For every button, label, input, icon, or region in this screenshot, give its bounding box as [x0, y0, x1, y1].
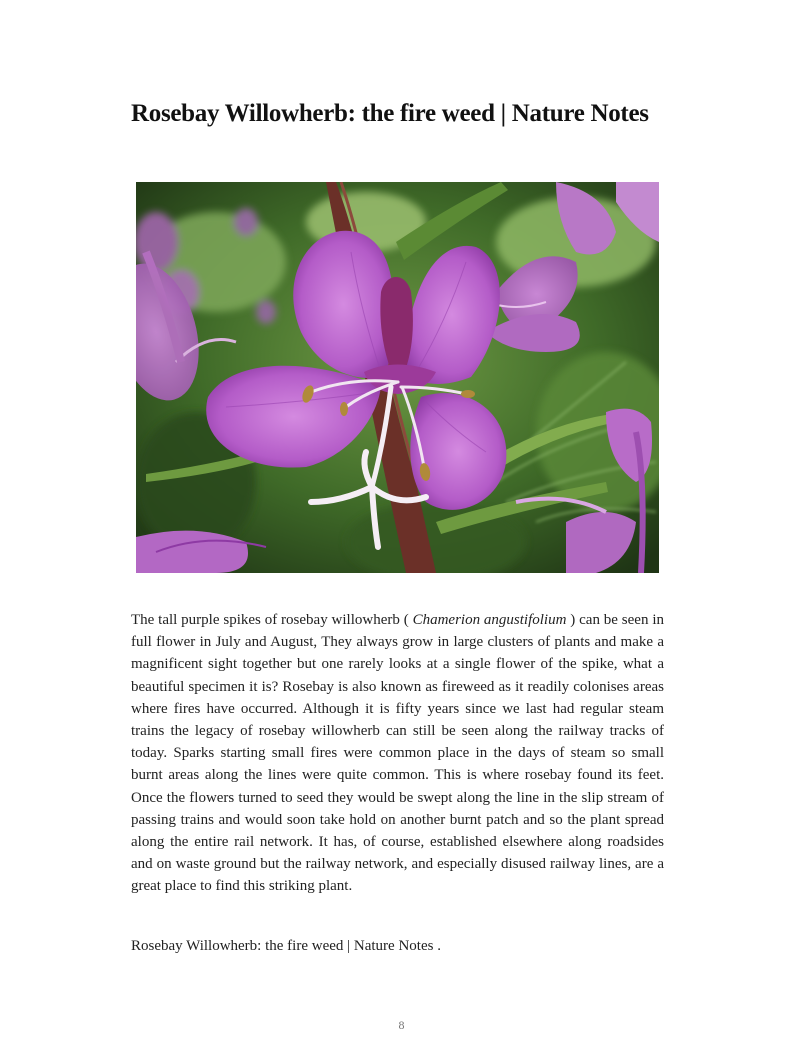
page-title: Rosebay Willowherb: the fire weed | Nature Notes: [131, 100, 649, 127]
flower-photo: [136, 182, 659, 573]
source-link-line[interactable]: Rosebay Willowherb: the fire weed | Nature Notes .: [131, 938, 441, 954]
flower-illustration: [136, 182, 659, 573]
species-name: Chamerion angustifolium: [412, 612, 567, 628]
page-number: 8: [398, 1018, 405, 1032]
article-body: [131, 609, 664, 898]
body-intro-text: The tall purple spikes of rosebay willowherb (: [131, 612, 413, 628]
body-main-text: ) can be seen in full flower in July and August, They always grow in large clusters of plants and make a magnificent sight together but one rarely looks at a single flower of the spike, what a beautiful specimen it is? Rosebay is also known as fireweed as it readily colonises areas where fires have occurred. Although it is fifty years since we last had regular steam trains the legacy of rosebay willowherb can still be seen along the railway tracks of today. Sparks starting small fires were common place in the days of steam so small burnt areas along the lines were quite common. This is where rosebay found its feet. Once the flowers turned to seed they would be swept along the line in the slip stream of passing trains and would soon take hold on another burnt patch and so the plant spread along the entire rail network. It has, of course, established elsewhere along roadsides and on waste ground but the railway network, and especially disused railway lines, are a great place to find this striking plant.: [131, 612, 664, 895]
